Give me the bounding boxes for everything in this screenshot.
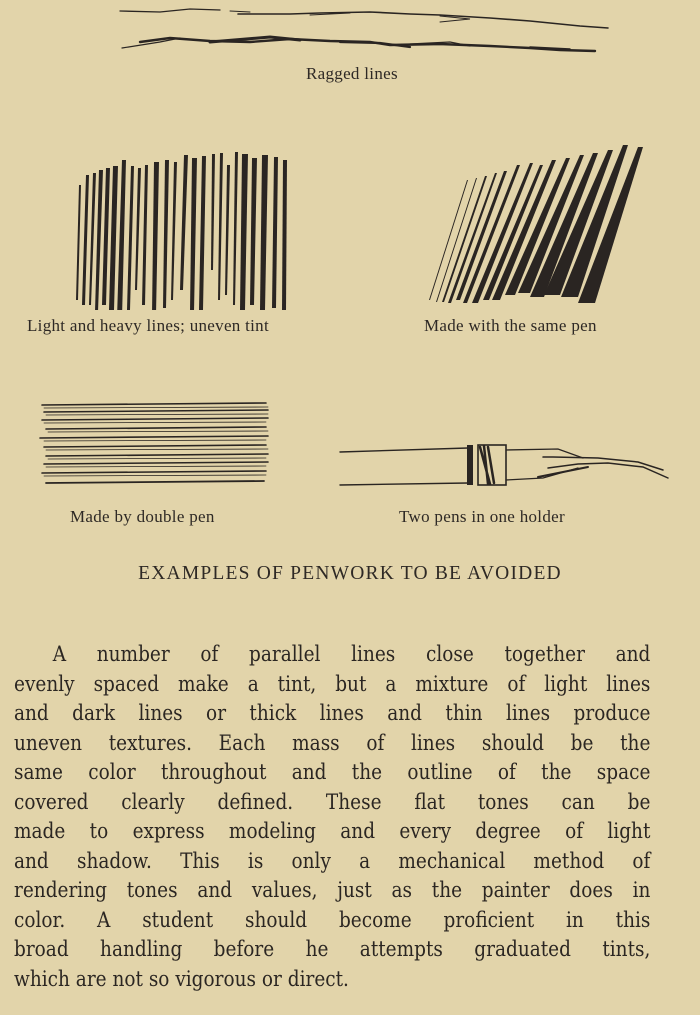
- paragraph-line: uneven textures. Each mass of lines should be the: [14, 730, 651, 756]
- section-heading: EXAMPLES OF PENWORK TO BE AVOIDED: [138, 563, 562, 584]
- figure-caption-two-pens: Two pens in one holder: [399, 507, 565, 526]
- figure-caption-light-heavy: Light and heavy lines; uneven tint: [27, 316, 270, 335]
- paragraph-line: color. A student should become proficient in this: [14, 907, 651, 933]
- paragraph-line: which are not so vigorous or direct.: [14, 966, 349, 992]
- paragraph-line: made to express modeling and every degree of light: [14, 819, 651, 844]
- figure-caption-same-pen: Made with the same pen: [424, 316, 597, 335]
- figure-caption-double-pen: Made by double pen: [70, 507, 215, 526]
- same-pen-lines-illustration: [420, 145, 650, 310]
- paragraph-line: rendering tones and values, just as the painter does in: [14, 878, 651, 903]
- paragraph-line: covered clearly defined. These flat tones can be: [14, 789, 651, 815]
- paragraph-line: broad handling before he attempts graduated tints,: [14, 937, 651, 962]
- paragraph-line: same color throughout and the outline of the space: [14, 760, 651, 785]
- body-paragraph: [14, 640, 650, 994]
- paragraph-line: and shadow. This is only a mechanical method of: [14, 848, 651, 874]
- light-heavy-lines-illustration: [70, 140, 300, 310]
- double-pen-lines-illustration: [36, 398, 276, 493]
- figure-caption-ragged: Ragged lines: [306, 64, 398, 83]
- paragraph-line: A number of parallel lines close together and: [52, 642, 651, 667]
- two-pens-holder-illustration: [338, 440, 678, 500]
- paragraph-line: evenly spaced make a tint, but a mixture of light lines: [14, 671, 651, 697]
- paragraph-line: and dark lines or thick lines and thin lines produce: [14, 701, 651, 726]
- ragged-lines-illustration: [110, 0, 620, 60]
